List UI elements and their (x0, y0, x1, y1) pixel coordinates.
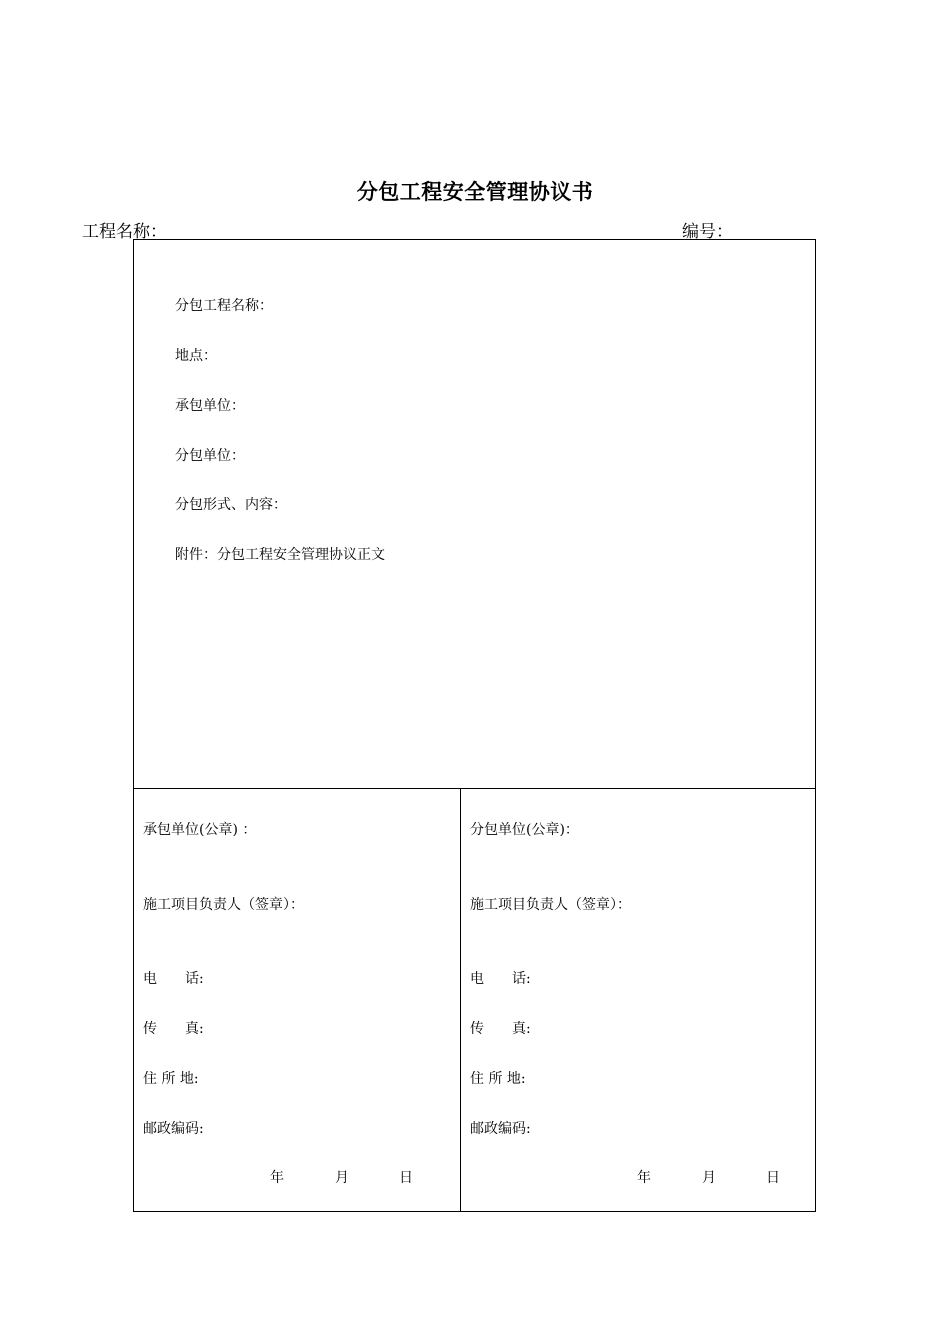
right-postcode-label: 邮政编码: (470, 1121, 531, 1137)
subproject-name-label: 分包工程名称： (175, 298, 273, 314)
left-fax-label: 传 真: (143, 1021, 204, 1037)
right-manager-label: 施工项目负责人（签章）： (470, 897, 631, 913)
attachment-label: 附件：分包工程安全管理协议正文 (175, 547, 385, 563)
form-table (133, 239, 816, 1212)
project-name-label: 工程名称： (82, 222, 167, 242)
left-date-day: 日 (399, 1170, 413, 1186)
right-address-label: 住 所 地: (470, 1071, 526, 1087)
table-divider-horizontal (133, 788, 816, 789)
right-fax-label: 传 真: (470, 1021, 531, 1037)
left-date-year: 年 (270, 1170, 284, 1186)
document-number-label: 编号： (682, 222, 733, 242)
form-content-label: 分包形式、内容： (175, 497, 287, 513)
right-phone-label: 电 话: (470, 971, 531, 987)
document-title: 分包工程安全管理协议书 (356, 180, 594, 204)
location-label: 地点： (175, 348, 217, 364)
left-unit-seal-label: 承包单位(公章) ： (143, 822, 257, 838)
right-unit-seal-label: 分包单位(公章)： (470, 822, 579, 838)
contractor-label: 承包单位： (175, 398, 245, 414)
right-date-day: 日 (766, 1170, 780, 1186)
right-date-month: 月 (702, 1170, 716, 1186)
subcontractor-label: 分包单位： (175, 448, 245, 464)
right-date-year: 年 (637, 1170, 651, 1186)
table-divider-vertical (460, 788, 461, 1212)
left-date-month: 月 (335, 1170, 349, 1186)
left-phone-label: 电 话: (143, 971, 204, 987)
left-postcode-label: 邮政编码: (143, 1121, 204, 1137)
left-address-label: 住 所 地: (143, 1071, 199, 1087)
left-manager-label: 施工项目负责人（签章）： (143, 897, 304, 913)
